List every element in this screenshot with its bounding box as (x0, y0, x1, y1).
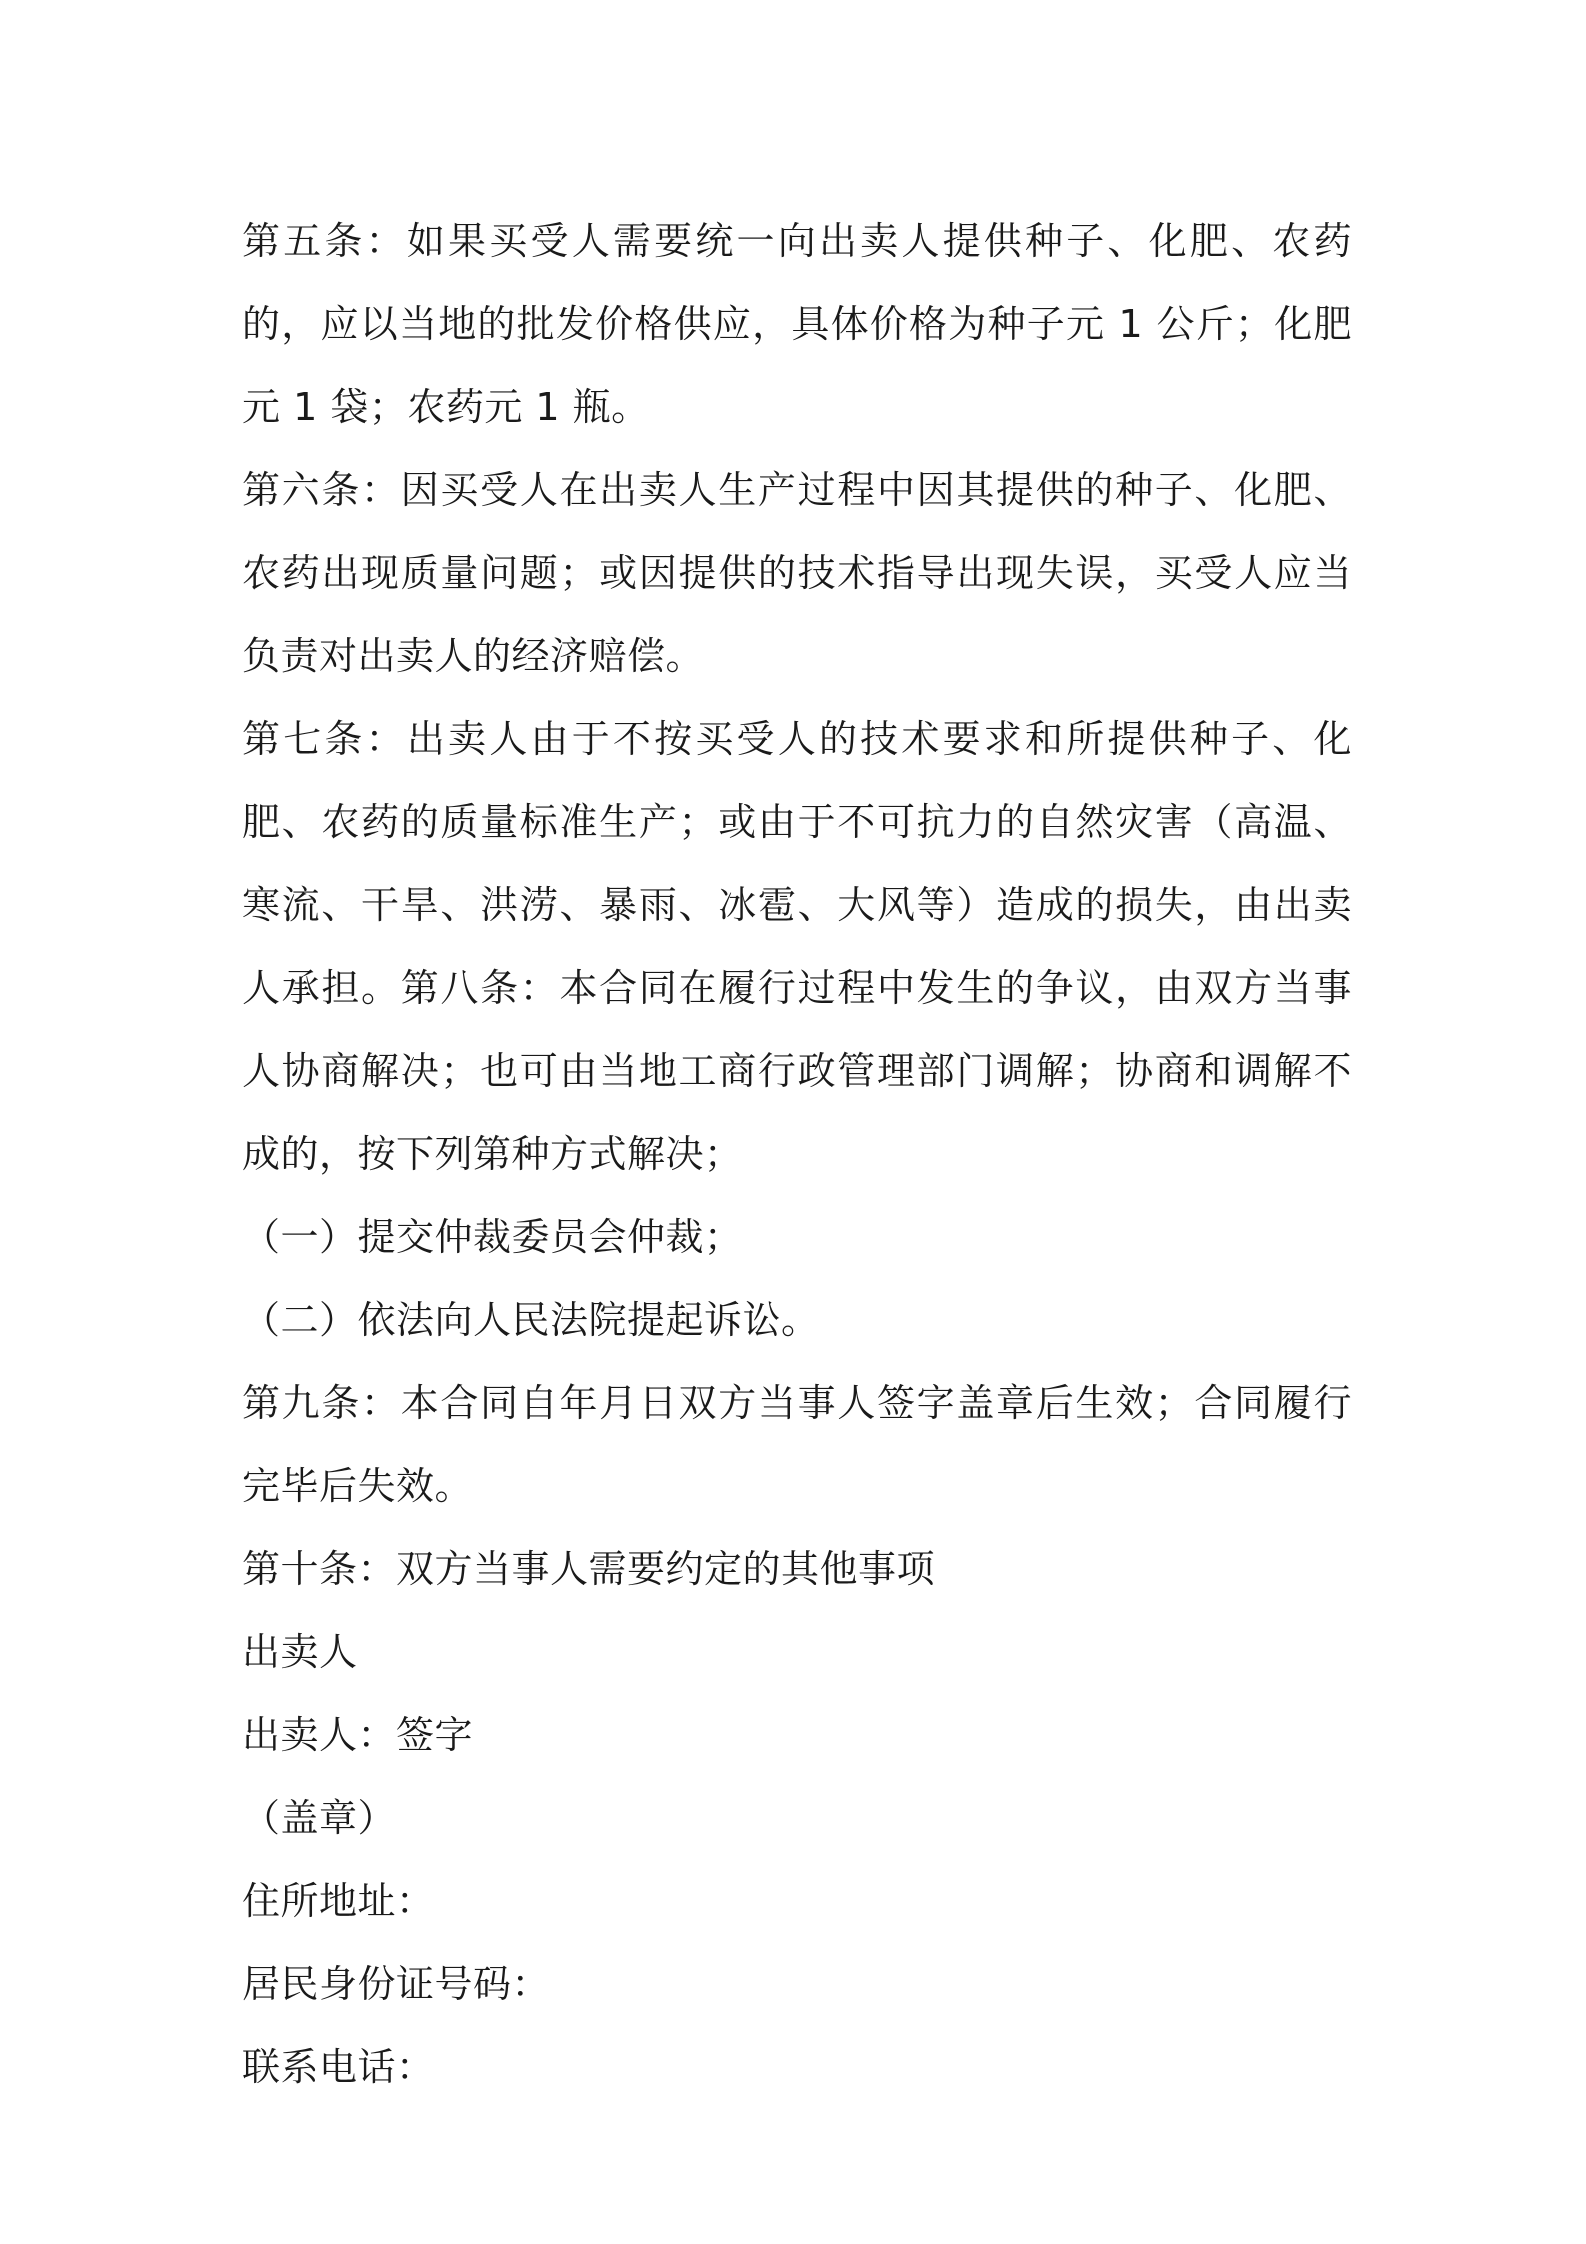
clause-7-8: 第七条：出卖人由于不按买受人的技术要求和所提供种子、化肥、农药的质量标准生产；或由于不可抗力的自然灾害（高温、寒流、干旱、洪涝、暴雨、冰雹、大风等）造成的损失，由出卖人承担。第八条：本合同在履行过程中发生的争议，由双方当事人协商解决；也可由当地工商行政管理部门调解；协商和调解不成的，按下列第种方式解决； (242, 717, 1352, 1176)
address-label: 住所地址： (242, 1879, 435, 1923)
option-1: （一）提交仲裁委员会仲裁； (242, 1215, 743, 1259)
clause-9: 第九条：本合同自年月日双方当事人签字盖章后生效；合同履行完毕后失效。 (242, 1381, 1352, 1508)
id-number-label: 居民身份证号码： (242, 1962, 551, 2006)
clause-10: 第十条：双方当事人需要约定的其他事项 (242, 1547, 936, 1591)
clause-6: 第六条：因买受人在出卖人生产过程中因其提供的种子、化肥、农药出现质量问题；或因提供的技术指导出现失误，买受人应当负责对出卖人的经济赔偿。 (242, 468, 1352, 678)
option-2: （二）依法向人民法院提起诉讼。 (242, 1298, 820, 1342)
phone-label: 联系电话： (242, 2045, 435, 2089)
clause-5: 第五条：如果买受人需要统一向出卖人提供种子、化肥、农药的，应以当地的批发价格供应，具体价格为种子元 1 公斤；化肥元 1 袋；农药元 1 瓶。 (242, 219, 1352, 429)
seal-label: （盖章） (242, 1796, 397, 1840)
document-page (242, 200, 1352, 2109)
seller-signature-label: 出卖人：签字 (242, 1713, 474, 1757)
seller-heading: 出卖人 (242, 1630, 358, 1674)
